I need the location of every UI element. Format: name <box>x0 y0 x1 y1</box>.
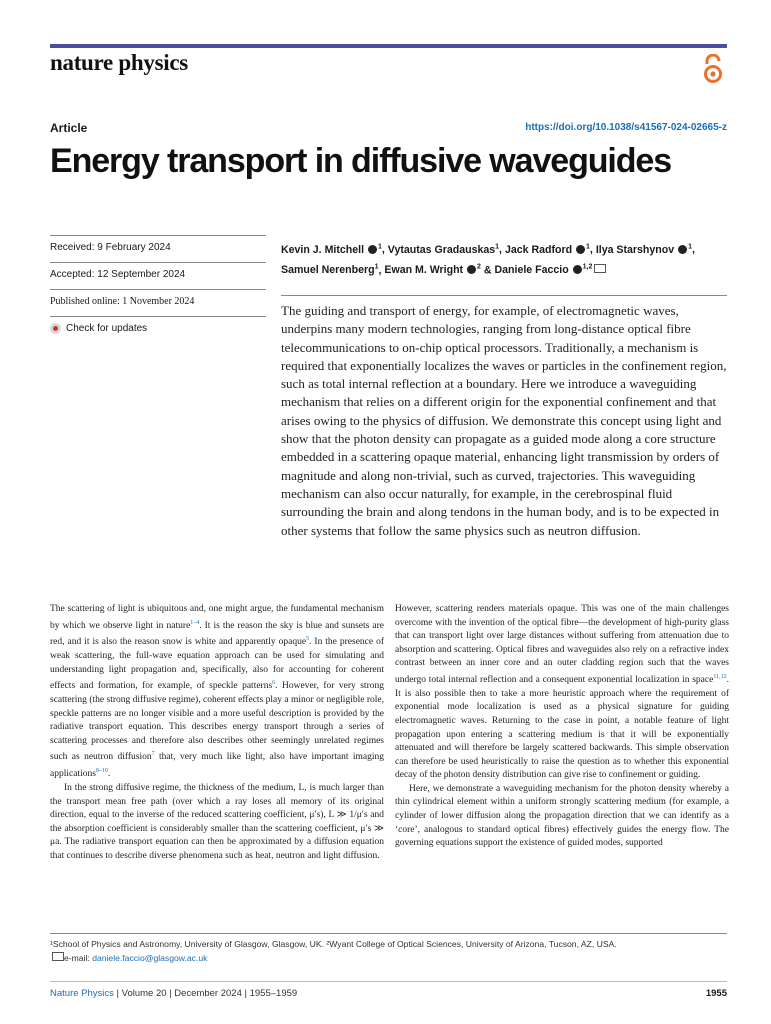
journal-name: nature physics <box>50 50 188 75</box>
author[interactable]: Kevin J. Mitchell $^1$ <box>281 243 382 256</box>
check-updates-row <box>50 316 266 343</box>
citation-link[interactable]: 6 <box>272 680 276 687</box>
citation-link[interactable]: 1–4 <box>190 619 200 626</box>
check-updates-button[interactable] <box>50 323 266 334</box>
article-title: Energy transport in diffusive waveguides <box>50 142 672 180</box>
footer-divider <box>50 981 727 982</box>
abstract-divider <box>281 295 727 296</box>
envelope-icon[interactable] <box>594 264 606 273</box>
email-link[interactable]: daniele.faccio@glasgow.ac.uk <box>92 952 208 963</box>
journal-link[interactable]: Nature Physics <box>50 988 114 999</box>
footnote-divider <box>50 933 727 934</box>
header-accent-bar <box>50 44 727 48</box>
abstract: The guiding and transport of energy, for example, of electromagnetic waves, underpins many modern technologies, ranging from long-distance optical fibre telecommunications to on-chip optical processors. Traditionally, a mechanism is required that exponentially localizes the waves or particles in the confinement region, such as total internal reflection at a boundary. Here we introduce a waveguiding mechanism that relies on a different origin for the exponential confinement and that arises owing to the physics of diffusion. We demonstrate this concept using light and show that the photon density can propagate as a guided mode along a core structure embedded in a scattering opaque material, enhancing light transmission by orders of magnitude and along non-trivial, such as curved, trajectories. This waveguiding mechanism can also occur naturally, for example, in the cerebrospinal fluid surrounding the brain and along tendons in the human body, and is to be expected in other systems that follow the same physics such as neutron diffusion. <box>281 303 727 538</box>
citation-link[interactable]: 7 <box>151 751 155 758</box>
orcid-icon[interactable] <box>573 265 582 274</box>
publication-dates <box>50 235 266 343</box>
citation-link[interactable]: 8–10 <box>95 768 108 775</box>
author[interactable]: Samuel Nerenberg$^1$ <box>281 263 379 277</box>
check-updates-label: Check for updates <box>66 323 148 334</box>
check-updates-icon <box>50 323 61 334</box>
article-type: Article <box>50 121 88 135</box>
paragraph: In the strong diffusive regime, the thickness of the medium, L, is much larger than the transport mean free path (over which a ray loses all memory of its original direction, equal to the inverse of the reduced scattering coefficient, μ′s), L ≫ 1/μ′s and the absorption coefficient is considerably smaller than the scattering coefficient, μ′s ≫ μa. The radiative transport equation can then be approximated by a diffusion equation that continues to describe diverse phenomena such as heat, neutron and light diffusion. <box>50 782 384 861</box>
orcid-icon[interactable] <box>576 245 585 254</box>
orcid-icon[interactable] <box>678 245 687 254</box>
orcid-icon[interactable] <box>368 245 377 254</box>
orcid-icon[interactable] <box>467 265 476 274</box>
page-number: 1955 <box>705 988 727 999</box>
author-list: Kevin J. Mitchell $^1$, Vytautas Gradauskas$^1$, Jack Radford $^1$, Ilya Starshynov $^1$, Samuel Nerenberg$^1$, Ewan M. Wright $^2$ & Daniele Faccio $^{1,2}$ <box>281 243 695 277</box>
author[interactable]: Jack Radford $^1$ <box>504 243 590 256</box>
citation-link[interactable]: 5 <box>306 636 310 643</box>
doi-link[interactable]: https://doi.org/10.1038/s41567-024-02665-z <box>525 122 727 133</box>
received-date: Received: 9 February 2024 <box>50 235 266 262</box>
published-date: Published online: 1 November 2024 <box>50 289 266 316</box>
body-column-left <box>50 603 384 863</box>
page-info: Nature Physics | Volume 20 | December 2024 | 1955–1959 <box>50 988 298 999</box>
author[interactable]: Ewan M. Wright $^2$ <box>384 263 481 277</box>
paragraph: Here, we demonstrate a waveguiding mechanism for the photon density whereby a thin cylindrical element within a uniform strongly scattering medium (for example, a cylinder of lower diffusion along the propagation direction that we can identify as a ‘core’, analogous to standard optical fibres) effectively guides the energy flow. The governing equations support the existence of guided modes, supported <box>395 783 729 849</box>
footnotes <box>50 938 617 965</box>
author[interactable]: Vytautas Gradauskas$^1$ <box>387 243 500 256</box>
contact-email: e-mail: daniele.faccio@glasgow.ac.uk <box>50 952 617 966</box>
author[interactable]: Daniele Faccio $^{1,2}$ <box>495 264 607 276</box>
accepted-date: Accepted: 12 September 2024 <box>50 262 266 289</box>
paragraph: The scattering of light is ubiquitous and, one might argue, the fundamental mechanism by which we observe light in nature$^{1-4}$. It is the reason the sky is blue and sunsets are red, and it is also the reason snow is white and apparently opaque$^5$. In the presence of weak scattering, the full-wave equation approach can be used for simulating and understanding light propagation and, specifically, also for accounting for coherent effects and formation, for example, of speckle patterns$^6$. However, for very strong scattering (the strong diffusive regime), coherent effects play a minor or negligible role, speckle patterns are no longer visible and a more useful description is provided by the radiative transport equation. This describes energy transport through a series of scattering processes and therefore also describes other seemingly unrelated regimes such as neutron diffusion$^7$ that, very much like light, also have important imaging applications$^{8-10}$. <box>50 604 384 780</box>
paragraph: However, scattering renders materials opaque. This was one of the main challenges overcome with the invention of the optical fibre—the development of high-purity glass that can transport light over large distances without suffering from attenuation due to absorption and scattering. Optical fibres and waveguides also rely on a refractive index contrast between an inner core and an outer cladding region such that the waves undergo total internal reflection and a consequent exponential localization in space$^{11,12}$. It is also possible then to take a more heuristic approach where the requirement of exponential mode localization is used as a physical signature for guiding electromagnetic waves. Returning to the case in point, a notable feature of light propagation upon entering a scattering medium is that it will be exponentially attenuated and will therefore be largely scattered backwards. This simple observation can therefore be used heuristically to raise the question as to whether this exponential decay of the photon density distribution can give rise to confinement or guiding. <box>395 604 729 781</box>
author[interactable]: Ilya Starshynov $^1$ <box>595 243 692 256</box>
affiliations: ¹School of Physics and Astronomy, University of Glasgow, Glasgow, UK. ²Wyant College of Optical Sciences, University of Arizona, Tucson, AZ, USA. <box>50 939 617 949</box>
envelope-icon <box>52 952 64 961</box>
open-access-icon <box>701 54 725 84</box>
body-column-right <box>395 603 729 851</box>
citation-link[interactable]: 11,12 <box>713 673 727 680</box>
